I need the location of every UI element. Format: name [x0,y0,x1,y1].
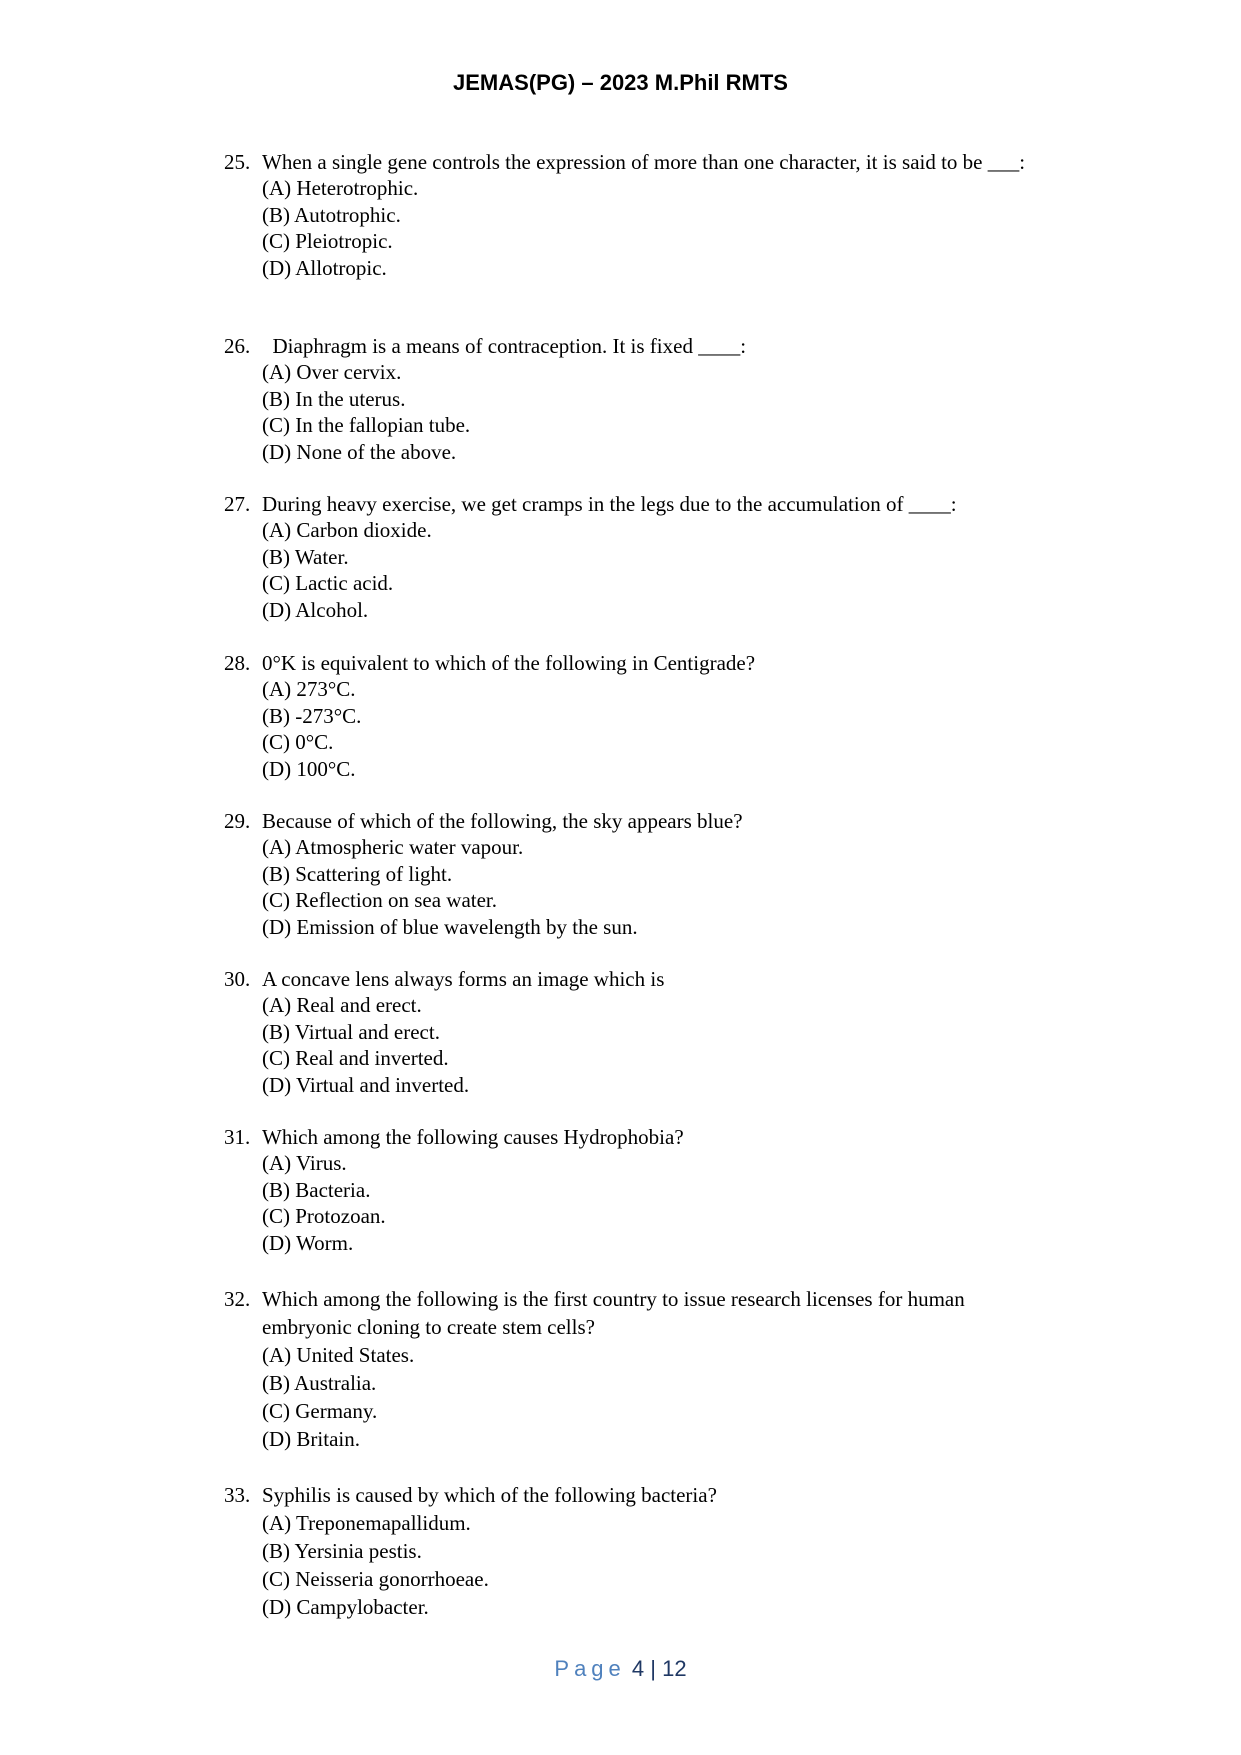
option-d: (D) Alcohol. [262,597,369,622]
question-number: 26. [224,334,251,358]
option-c: (C) In the fallopian tube. [262,413,471,437]
option-b: (B) Autotrophic. [262,202,401,227]
question-text: When a single gene controls the expression of more than one character, it is said to be ___: [262,150,1026,174]
question-text: Which among the following causes Hydrophobia? [262,1125,684,1149]
question-number: 33. [224,1483,251,1507]
option-c: (C) 0°C. [262,730,334,754]
question-30 [224,967,1044,1098]
option-a: (A) Over cervix. [262,360,402,384]
question-number: 27. [224,492,251,516]
option-b: (B) Australia. [262,1371,377,1395]
option-d: (D) Britain. [262,1427,360,1451]
option-list [224,834,1044,940]
option-a: (A) Atmospheric water vapour. [262,835,524,859]
option-d: (D) Virtual and inverted. [262,1072,470,1097]
option-d: (D) Campylobacter. [262,1595,429,1619]
option-list [224,359,1044,465]
question-33 [224,1481,1044,1621]
option-b: (B) Water. [262,544,349,569]
option-c: (C) Neisseria gonorrhoeae. [262,1567,489,1591]
question-stem [224,1285,1044,1341]
option-c: (C) Lactic acid. [262,571,394,595]
total-pages: 12 [662,1656,687,1681]
option-b: (B) Yersinia pestis. [262,1539,422,1563]
option-c: (C) Real and inverted. [262,1046,449,1070]
option-d: (D) Allotropic. [262,255,387,280]
option-d: (D) Emission of blue wavelength by the sun. [262,914,638,939]
question-stem [224,150,1044,175]
question-29 [224,809,1044,940]
question-text: Because of which of the following, the sky appears blue? [262,809,743,833]
question-text: Diaphragm is a means of contraception. It is fixed ____: [262,334,747,358]
option-b: (B) Virtual and erect. [262,1019,440,1044]
option-list [224,517,1044,623]
option-d: (D) 100°C. [262,756,356,781]
question-32 [224,1285,1044,1453]
option-d: (D) Worm. [262,1230,354,1255]
option-a: (A) Carbon dioxide. [262,518,432,542]
page-separator: | [650,1656,656,1681]
option-list [224,992,1044,1098]
question-stem [224,1481,1044,1509]
question-number: 32. [224,1287,251,1311]
option-list [224,1150,1044,1256]
question-text: Which among the following is the first country to issue research licenses for human embryonic cloning to create stem cells? [262,1287,965,1339]
page-label: Page [554,1656,626,1681]
page-number: 4 [631,1656,645,1681]
option-b: (B) Bacteria. [262,1177,371,1202]
option-c: (C) Reflection on sea water. [262,888,497,912]
page-header: JEMAS(PG) – 2023 M.Phil RMTS [453,70,788,95]
option-a: (A) 273°C. [262,677,356,701]
option-list [224,1509,1044,1621]
option-a: (A) United States. [262,1343,415,1367]
question-stem [224,967,1044,992]
question-number: 30. [224,967,251,991]
page-footer [0,1656,1241,1682]
option-list [224,1341,1044,1453]
question-text: Syphilis is caused by which of the following bacteria? [262,1483,717,1507]
option-b: (B) -273°C. [262,703,362,728]
question-31 [224,1125,1044,1256]
question-27 [224,492,1044,623]
question-text: A concave lens always forms an image which is [262,967,665,991]
option-b: (B) Scattering of light. [262,861,453,886]
option-c: (C) Protozoan. [262,1204,386,1228]
question-stem [224,651,1044,676]
question-28 [224,651,1044,782]
option-c: (C) Germany. [262,1399,378,1423]
question-text: 0°K is equivalent to which of the following in Centigrade? [262,651,756,675]
question-stem [224,334,1044,359]
question-stem [224,809,1044,834]
option-a: (A) Real and erect. [262,993,422,1017]
option-a: (A) Treponemapallidum. [262,1511,471,1535]
question-text: During heavy exercise, we get cramps in the legs due to the accumulation of ____: [262,492,957,516]
option-a: (A) Virus. [262,1151,347,1175]
option-d: (D) None of the above. [262,439,457,464]
option-b: (B) In the uterus. [262,386,406,411]
option-list [224,676,1044,782]
option-a: (A) Heterotrophic. [262,176,419,200]
question-number: 29. [224,809,251,833]
question-stem [224,492,1044,517]
option-list [224,175,1044,281]
question-26 [224,334,1044,465]
option-c: (C) Pleiotropic. [262,229,393,253]
question-stem [224,1125,1044,1150]
question-25 [224,150,1044,281]
question-number: 31. [224,1125,251,1149]
question-number: 25. [224,150,251,174]
question-number: 28. [224,651,251,675]
